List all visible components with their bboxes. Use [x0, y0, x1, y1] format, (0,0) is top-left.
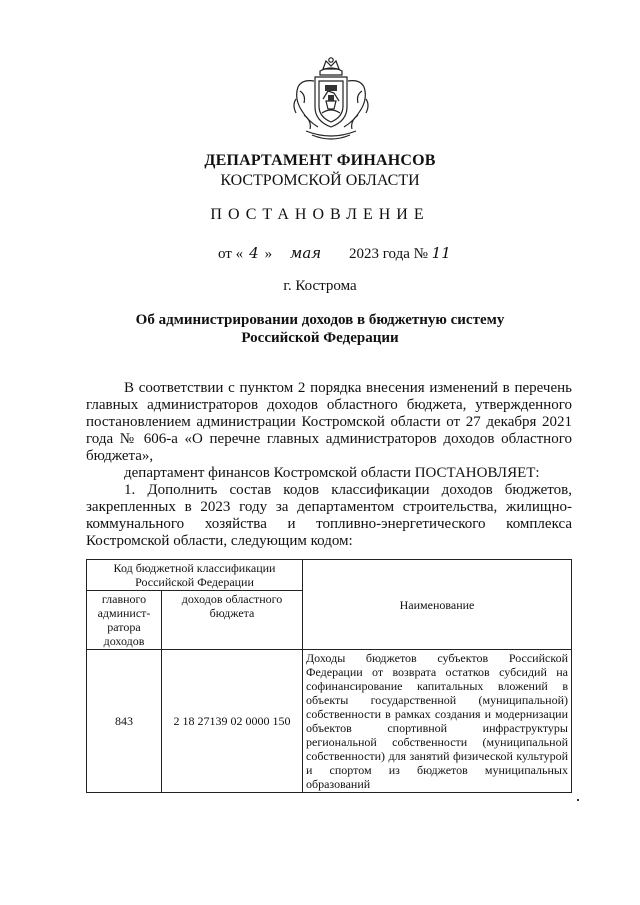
admin-code-cell: 843: [87, 650, 162, 793]
classification-table: [86, 559, 572, 793]
date-close: »: [264, 246, 273, 262]
table-row: [87, 650, 572, 793]
date-year-label: 2023 года №: [348, 246, 428, 262]
income-name-cell: Доходы бюджетов субъектов Российской Федерации от возврата остатков субсидий на софинансирование капитальных вложений в объекты государственной (муниципальной) собственности в рамках создания и модернизации объектов спортивной инфраструктуры региональной собственности (муниципальной собственности) для занятий физической культурой и спортом из бюджетов муниципальных образований: [303, 650, 572, 793]
item-1-paragraph: 1. Дополнить состав кодов классификации доходов бюджетов, закрепленных в 2023 году за департаментом строительства, жилищно-коммунального хозяйства и топливно-энергетического комплекса Костромской области, следующим кодом:: [86, 482, 572, 549]
document-number: 11: [431, 244, 451, 262]
document-title-line2: Российской Федерации: [241, 330, 399, 346]
table-header-row: [87, 560, 572, 591]
resolution-paragraph: департамент финансов Костромской области ПОСТАНОВЛЯЕТ:: [124, 465, 540, 481]
group-header: Код бюджетной классификации Российской Федерации: [87, 560, 303, 591]
city: г. Кострома: [283, 278, 357, 294]
document-type: ПОСТАНОВЛЕНИЕ: [210, 206, 430, 223]
department-name: ДЕПАРТАМЕНТ ФИНАНСОВ: [204, 152, 436, 169]
document-title-line1: Об администрировании доходов в бюджетную систему: [135, 312, 505, 328]
name-column-header: Наименование: [303, 560, 572, 650]
scan-mark: [577, 799, 579, 801]
coat-of-arms-emblem: [290, 55, 372, 143]
date-number-line: [218, 244, 538, 263]
admin-column-header: главного админист-ратора доходов: [87, 591, 162, 650]
region-name: КОСТРОМСКОЙ ОБЛАСТИ: [220, 172, 420, 189]
income-column-header: доходов областного бюджета: [162, 591, 303, 650]
date-day: 4: [249, 244, 259, 262]
date-prefix: от «: [218, 246, 244, 262]
income-code-cell: 2 18 27139 02 0000 150: [162, 650, 303, 793]
preamble-paragraph: В соответствии с пунктом 2 порядка внесения изменений в перечень главных администраторов доходов областного бюджета, утвержденного постановлением администрации Костромской области от 27 декабря 2021 года № 606-а «О перечне главных администраторов доходов областного бюджета»,: [86, 380, 572, 464]
date-month: мая: [289, 244, 322, 262]
